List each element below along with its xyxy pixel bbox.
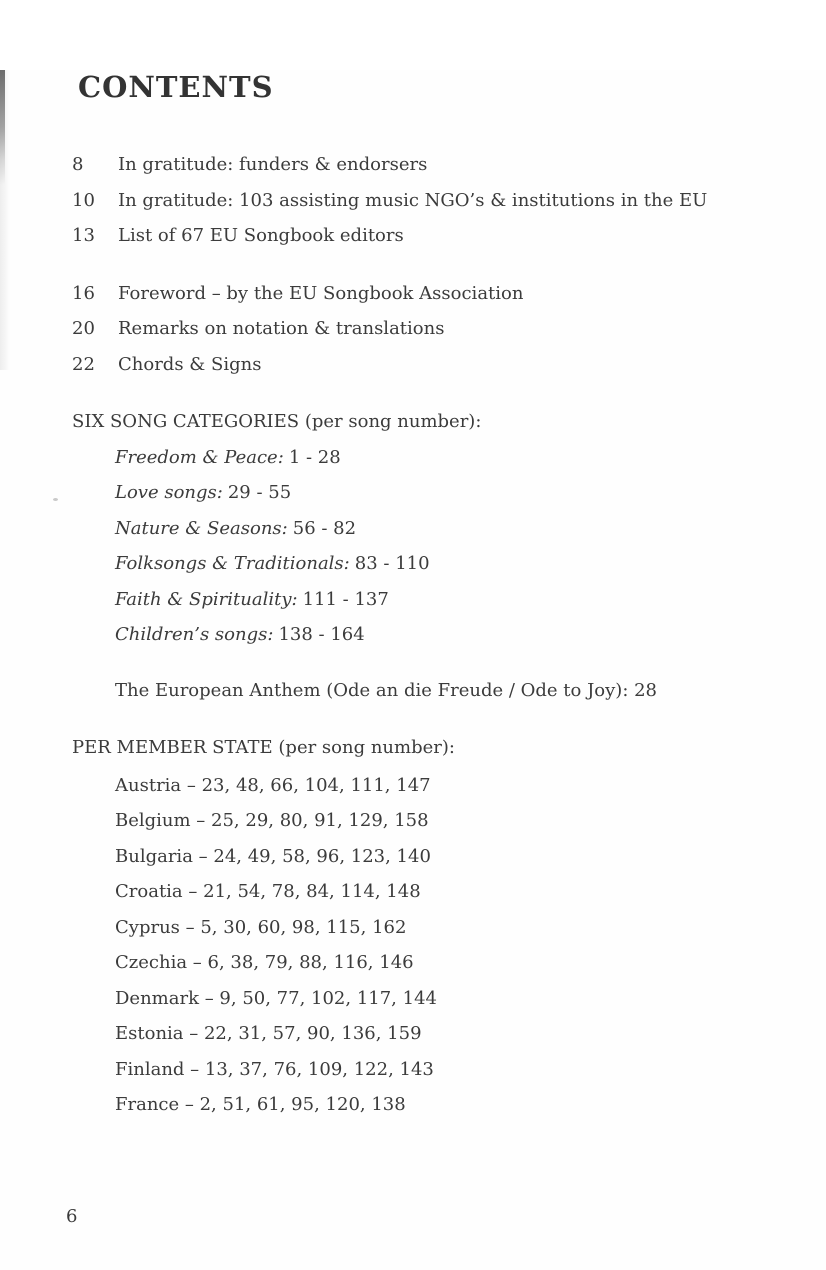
category-item xyxy=(115,582,826,618)
category-item xyxy=(115,440,826,476)
toc-item xyxy=(72,218,826,254)
category-item xyxy=(115,475,826,511)
category-range: 29 - 55 xyxy=(227,482,292,503)
member-state-item: France – 2, 51, 61, 95, 120, 138 xyxy=(115,1094,406,1115)
member-state-item: Cyprus – 5, 30, 60, 98, 115, 162 xyxy=(115,916,407,938)
toc-item xyxy=(72,276,826,312)
category-item xyxy=(115,546,826,582)
toc-page-number: 10 xyxy=(72,189,95,211)
category-range: 138 - 164 xyxy=(278,624,365,645)
page-number: 6 xyxy=(66,1206,78,1227)
toc-page-number: 20 xyxy=(72,318,95,339)
member-state-item: Czechia – 6, 38, 79, 88, 116, 146 xyxy=(115,952,414,973)
categories-list xyxy=(115,440,826,653)
toc-item-label: Chords & Signs xyxy=(118,353,262,375)
category-name: Faith & Spirituality: xyxy=(115,588,298,610)
toc-page-number: 8 xyxy=(72,154,84,175)
toc-page-number: 13 xyxy=(72,225,95,246)
categories-heading: SIX SONG CATEGORIES (per song number): xyxy=(72,411,482,432)
category-range: 83 - 110 xyxy=(354,553,430,574)
toc-item xyxy=(72,183,826,219)
category-name: Children’s songs: xyxy=(115,624,274,645)
member-state-item: Austria – 23, 48, 66, 104, 111, 147 xyxy=(115,774,431,796)
toc-item-label: In gratitude: 103 assisting music NGO’s & institutions in the EU xyxy=(118,189,708,211)
toc-item xyxy=(72,311,826,347)
scan-edge-artifact xyxy=(0,70,5,185)
category-range: 56 - 82 xyxy=(292,517,357,539)
anthem-note: The European Anthem (Ode an die Freude / Ode to Joy): 28 xyxy=(115,679,658,701)
member-state-item: Belgium – 25, 29, 80, 91, 129, 158 xyxy=(115,810,429,831)
category-item xyxy=(115,617,826,653)
scanned-contents-page xyxy=(0,70,826,1270)
category-range: 111 - 137 xyxy=(302,588,389,610)
toc-page-number: 16 xyxy=(72,282,95,304)
member-states-list xyxy=(115,768,826,1123)
page-title: CONTENTS xyxy=(78,70,274,104)
category-name: Folksongs & Traditionals: xyxy=(115,553,350,574)
category-name: Freedom & Peace: xyxy=(115,446,284,468)
member-states-heading: PER MEMBER STATE (per song number): xyxy=(72,737,455,758)
toc-item xyxy=(72,347,826,383)
category-name: Love songs: xyxy=(115,482,223,503)
category-item xyxy=(115,511,826,547)
toc-page-number: 22 xyxy=(72,353,95,375)
page-content xyxy=(0,70,826,1123)
toc-item-label: In gratitude: funders & endorsers xyxy=(118,154,428,175)
member-state-item: Finland – 13, 37, 76, 109, 122, 143 xyxy=(115,1058,434,1080)
toc-item-label: Remarks on notation & translations xyxy=(118,318,445,339)
category-name: Nature & Seasons: xyxy=(115,517,288,539)
category-range: 1 - 28 xyxy=(288,446,341,468)
toc-item xyxy=(72,147,826,183)
scan-smudge-artifact xyxy=(53,498,58,501)
member-state-item: Estonia – 22, 31, 57, 90, 136, 159 xyxy=(115,1023,422,1044)
member-state-item: Bulgaria – 24, 49, 58, 96, 123, 140 xyxy=(115,845,431,867)
toc-item-label: List of 67 EU Songbook editors xyxy=(118,225,404,246)
toc-intro-matter xyxy=(72,276,826,383)
member-state-item: Denmark – 9, 50, 77, 102, 117, 144 xyxy=(115,987,437,1009)
member-state-item: Croatia – 21, 54, 78, 84, 114, 148 xyxy=(115,881,421,902)
toc-item-label: Foreword – by the EU Songbook Association xyxy=(118,282,524,304)
toc-front-matter xyxy=(72,147,826,254)
